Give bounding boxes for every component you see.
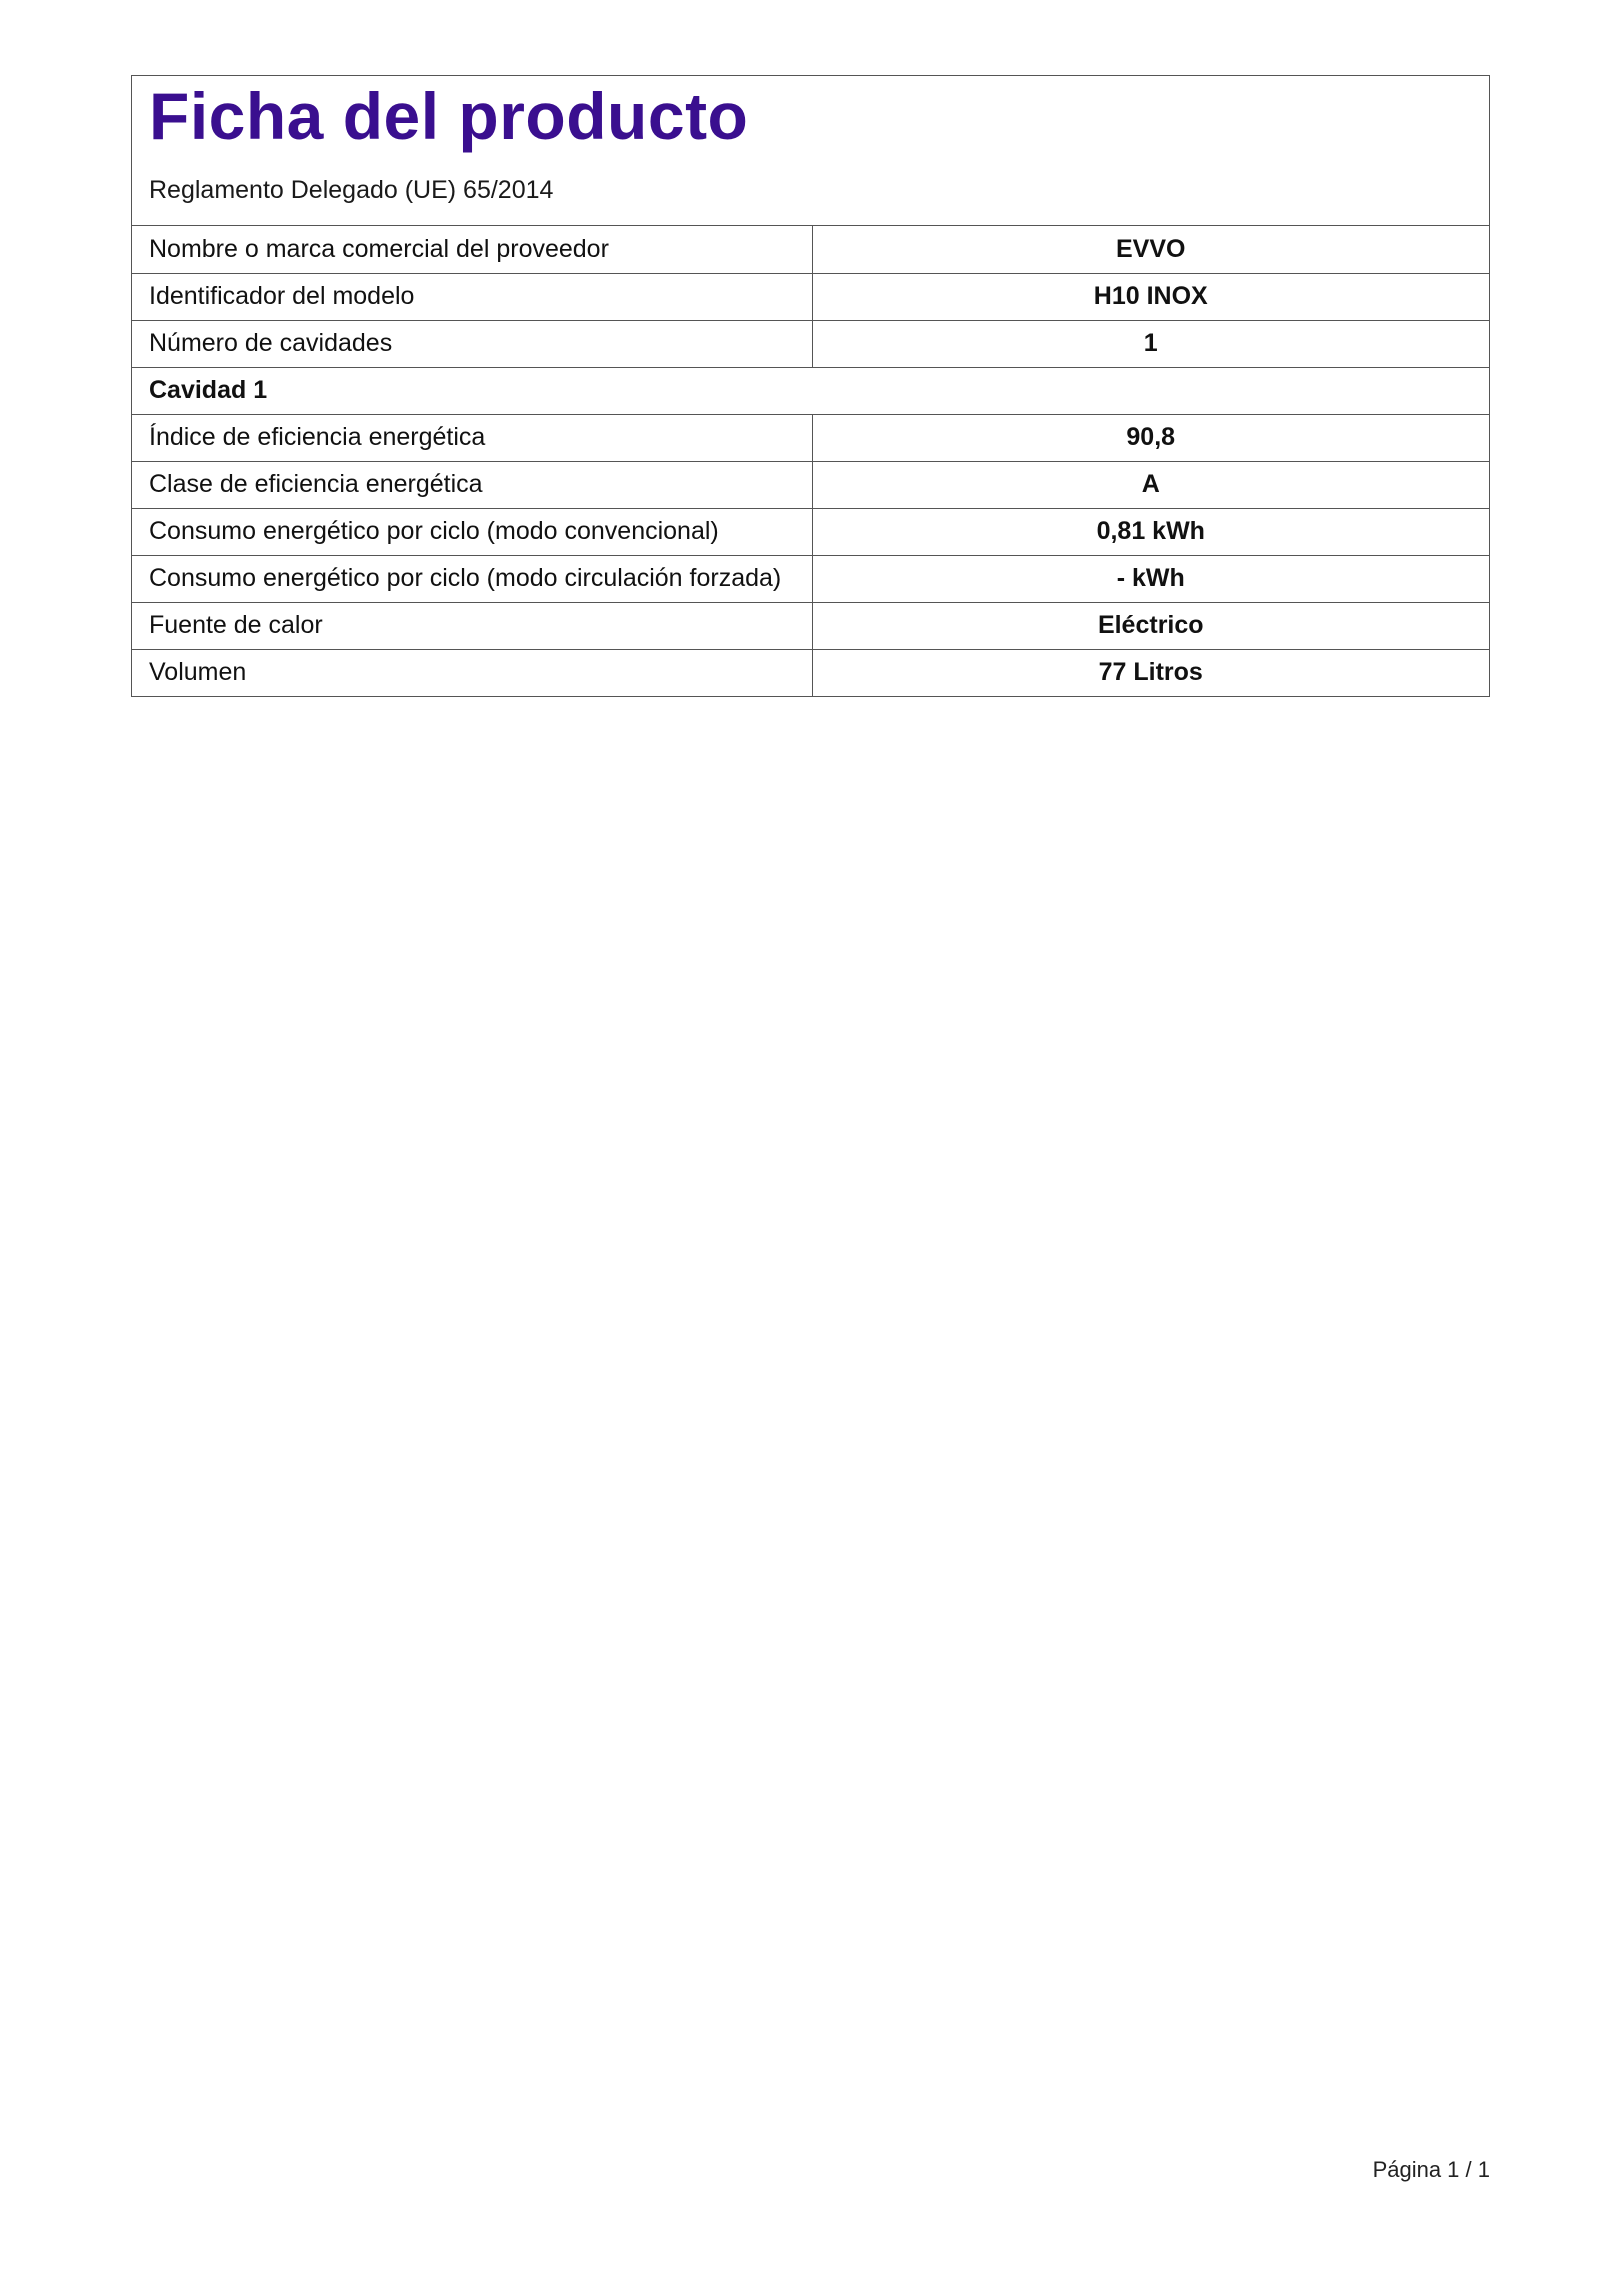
- row-label: Volumen: [132, 649, 812, 696]
- row-label: Consumo energético por ciclo (modo convencional): [132, 508, 812, 555]
- section-label: Cavidad 1: [132, 367, 1489, 414]
- row-label: Consumo energético por ciclo (modo circulación forzada): [132, 555, 812, 602]
- table-row: [132, 414, 1489, 461]
- product-table: [132, 226, 1489, 696]
- row-label: Fuente de calor: [132, 602, 812, 649]
- row-value: 90,8: [812, 414, 1489, 461]
- row-value: 1: [812, 320, 1489, 367]
- section-row: [132, 367, 1489, 414]
- row-label: Clase de eficiencia energética: [132, 461, 812, 508]
- row-label: Número de cavidades: [132, 320, 812, 367]
- product-sheet: [131, 75, 1490, 697]
- row-value: H10 INOX: [812, 273, 1489, 320]
- table-row: [132, 320, 1489, 367]
- row-value: 0,81 kWh: [812, 508, 1489, 555]
- row-label: Identificador del modelo: [132, 273, 812, 320]
- page-title: Ficha del producto: [149, 79, 749, 153]
- table-row: [132, 649, 1489, 696]
- table-row: [132, 508, 1489, 555]
- table-row: [132, 226, 1489, 273]
- table-row: [132, 602, 1489, 649]
- sheet-header: [132, 76, 1489, 226]
- row-value: - kWh: [812, 555, 1489, 602]
- row-label: Índice de eficiencia energética: [132, 414, 812, 461]
- row-value: A: [812, 461, 1489, 508]
- table-row: [132, 461, 1489, 508]
- row-value: EVVO: [1116, 234, 1186, 263]
- table-row: [132, 273, 1489, 320]
- page-number: Página 1 / 1: [1372, 2157, 1490, 2182]
- row-value: 77 Litros: [812, 649, 1489, 696]
- row-label: Nombre o marca comercial del proveedor: [132, 226, 812, 273]
- table-row: [132, 555, 1489, 602]
- regulation-subtitle: Reglamento Delegado (UE) 65/2014: [149, 176, 554, 204]
- row-value: Eléctrico: [812, 602, 1489, 649]
